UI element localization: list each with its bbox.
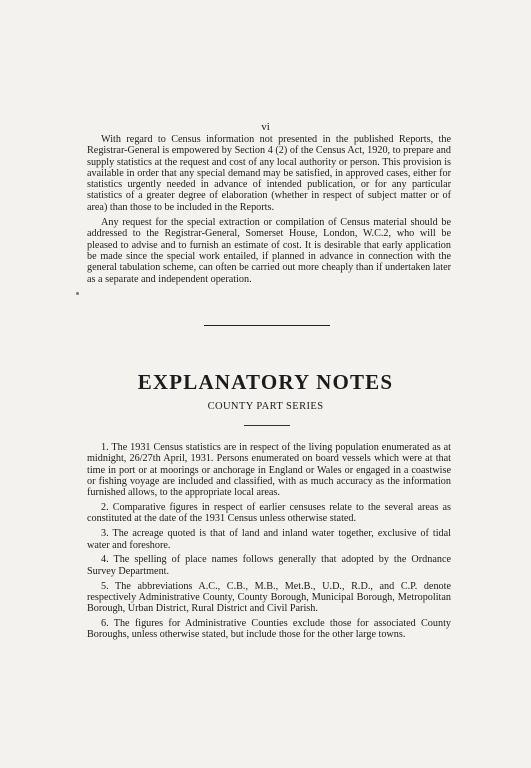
note-paragraph: 3. The acreage quoted is that of land and inland water together, exclusive of tidal water and foreshore. <box>87 528 451 551</box>
section-divider <box>204 325 330 326</box>
page-title: EXPLANATORY NOTES <box>137 370 394 394</box>
intro-paragraph: With regard to Census information not presented in the published Reports, the Registrar-General is empowered by Section 4 (2) of the Census Act, 1920, to prepare and supply statistics at the request and cost of any local authority or person. This provision is available in order that any special demand may be satisfied, in approved cases, either for statistics urgently needed in advance of intended publication, or for any particular statistics of a greater degree of elaboration (whether in respect of subject matter or of area) than those to be included in the Reports. <box>87 134 451 213</box>
note-paragraph: 4. The spelling of place names follows generally that adopted by the Ordnance Survey Department. <box>87 554 451 577</box>
note-paragraph: 6. The figures for Administrative Counties exclude those for associated County Boroughs, unless otherwise stated, but include those for the other large towns. <box>87 618 451 641</box>
title-underline <box>244 425 290 426</box>
note-paragraph: 5. The abbreviations A.C., C.B., M.B., Met.B., U.D., R.D., and C.P. denote respectively Administrative County, County Borough, Municipal Borough, Metropolitan Borough, Urban District, Rural District and Civil Parish. <box>87 580 451 615</box>
page-subtitle: COUNTY PART SERIES <box>207 401 324 412</box>
note-paragraph: 2. Comparative figures in respect of earlier censuses relate to the several areas as constituted at the date of the 1931 Census unless otherwise stated. <box>87 502 451 525</box>
intro-paragraph: Any request for the special extraction or compilation of Census material should be addressed to the Registrar-General, Somerset House, London, W.C.2, who will be pleased to advise and to furnish an estimate of cost. It is desirable that early application be made since the special work entailed, if planned in advance in connection with the general tabulation scheme, can often be carried out more cheaply than if undertaken later as a separate and independent operation. <box>87 217 451 285</box>
margin-mark <box>76 292 79 295</box>
intro-section <box>87 134 451 289</box>
notes-section <box>87 442 451 644</box>
page-number: vi <box>261 121 270 133</box>
note-paragraph: 1. The 1931 Census statistics are in respect of the living population enumerated as at midnight, 26/27th April, 1931. Persons enumerated on board vessels which were at that time in port or at moorings or anchorage in England or Wales or engaged in a coastwise or fishing voyage are included and classified, with as much accuracy as the information furnished allows, to the appropriate local areas. <box>87 442 451 499</box>
